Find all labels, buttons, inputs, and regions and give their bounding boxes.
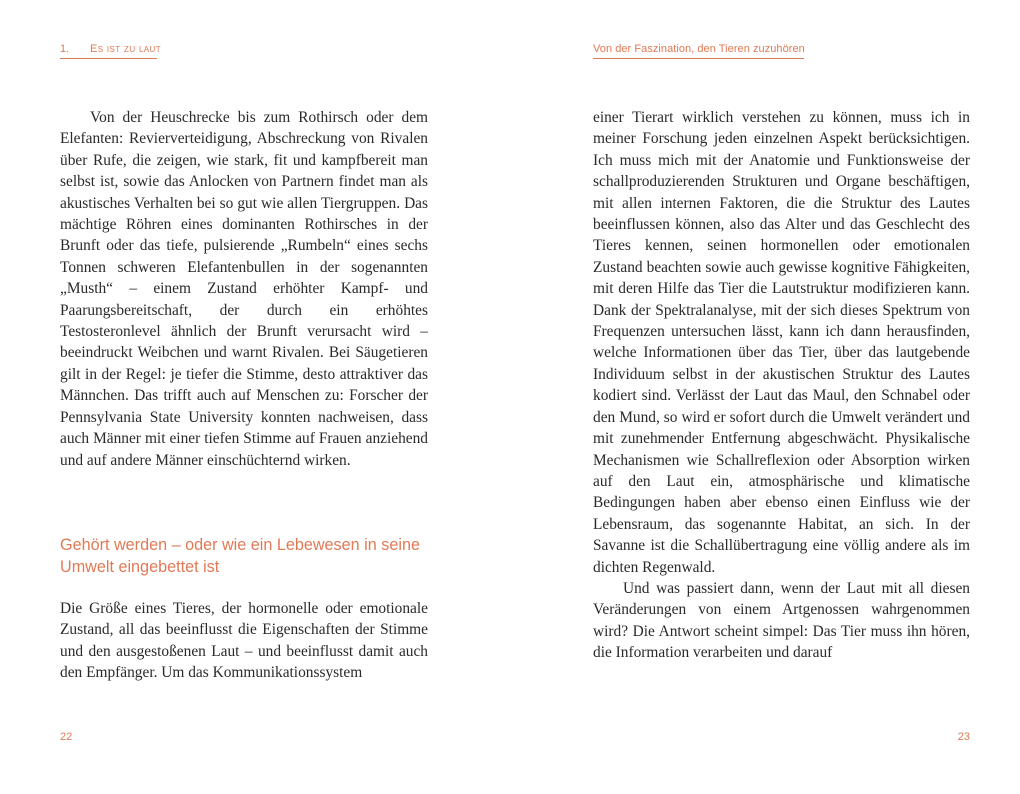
- paragraph: Und was passiert dann, wenn der Laut mit all diesen Veränderungen von einem Artgenossen wahrgenommen wird? Die Antwort scheint simpel: Das Tier muss ihn hören, die Information verarbeiten und darauf: [593, 579, 970, 662]
- right-page: [510, 0, 1020, 794]
- section-heading: Gehört werden – oder wie ein Lebewesen in seine Umwelt eingebettet ist: [60, 536, 420, 576]
- body-text-left-bottom: [60, 598, 428, 684]
- body-text-left-top: [60, 107, 428, 471]
- running-head-left: [60, 43, 161, 59]
- paragraph: einer Tierart wirklich verstehen zu können, muss ich in meiner Forschung jeden einzelnen Aspekt berücksichtigen. Ich muss mich mit der Anatomie und Funktionsweise der schallproduzierenden Strukturen und Organe beschäftigen, mit allen internen Faktoren, die die Struktur des Lautes beeinflussen können, also das Alter und das Geschlecht des Tieres kennen, seinen hormonellen oder emotionalen Zustand beachten sowie auch gewisse kognitive Fähigkeiten, mit deren Hilfe das Tier die Lautstruktur modifizieren kann. Dank der Spektralanalyse, mit der sich dieses Spektrum von Frequenzen untersuchen lässt, kann ich dann herausfinden, welche Informationen über das Tier, über das lautgebende Individuum selbst in der akustischen Struktur des Lautes kodiert sind. Verlässt der Laut das Maul, den Schnabel oder den Mund, so wird er sofort durch die Umwelt verändert und mit zunehmender Entfernung abgeschwächt. Physikalische Mechanismen wie Schallreflexion oder Absorption wirken auf den Laut ein, atmosphärische und klimatische Bedingungen haben aber ebenso einen Einfluss wie der Lebensraum, das sogenannte Habitat, an sich. In der Savanne ist die Schallübertragung eine völlig andere als im dichten Regenwald.: [593, 109, 970, 576]
- running-head-right: Von der Faszination, den Tieren zuzuhören: [593, 43, 804, 59]
- chapter-title: Es ist zu laut: [90, 43, 161, 55]
- chapter-number: 1.: [60, 43, 70, 55]
- body-text-right: [593, 107, 970, 664]
- page-number-left: 22: [60, 731, 73, 743]
- paragraph: Die Größe eines Tieres, der hormonelle oder emotionale Zustand, all das beeinflusst die Eigenschaften der Stimme und den ausgestoßenen Laut – und beeinflusst damit auch den Empfänger. Um das Kommunikationssystem: [60, 600, 428, 682]
- paragraph: Von der Heuschrecke bis zum Rothirsch oder dem Elefanten: Revierverteidigung, Abschreckung von Rivalen über Rufe, die zeigen, wie stark, fit und kampfbereit man selbst ist, sowie das Anlocken von Partnern findet man als akustisches Verhalten bei so gut wie allen Tiergruppen. Das mächtige Röhren eines dominanten Rothirsches in der Brunft oder das tiefe, pulsierende „Rumbeln“ eines sechs Tonnen schweren Elefantenbullen in der sogenannten „Musth“ – einem Zustand erhöhter Kampf- und Paarungsbereitschaft, der durch ein erhöhtes Testosteronlevel ähnlich der Brunft verursacht wird – beeindruckt Weibchen und warnt Rivalen. Bei Säugetieren gilt in der Regel: je tiefer die Stimme, desto attraktiver das Männchen. Das trifft auch auf Menschen zu: Forscher der Pennsylvania State University konnten nachweisen, dass auch Männer mit einer tiefen Stimme auf Frauen anziehend und auf andere Männer einschüchternd wirken.: [60, 109, 428, 469]
- page-number-right: 23: [957, 731, 970, 743]
